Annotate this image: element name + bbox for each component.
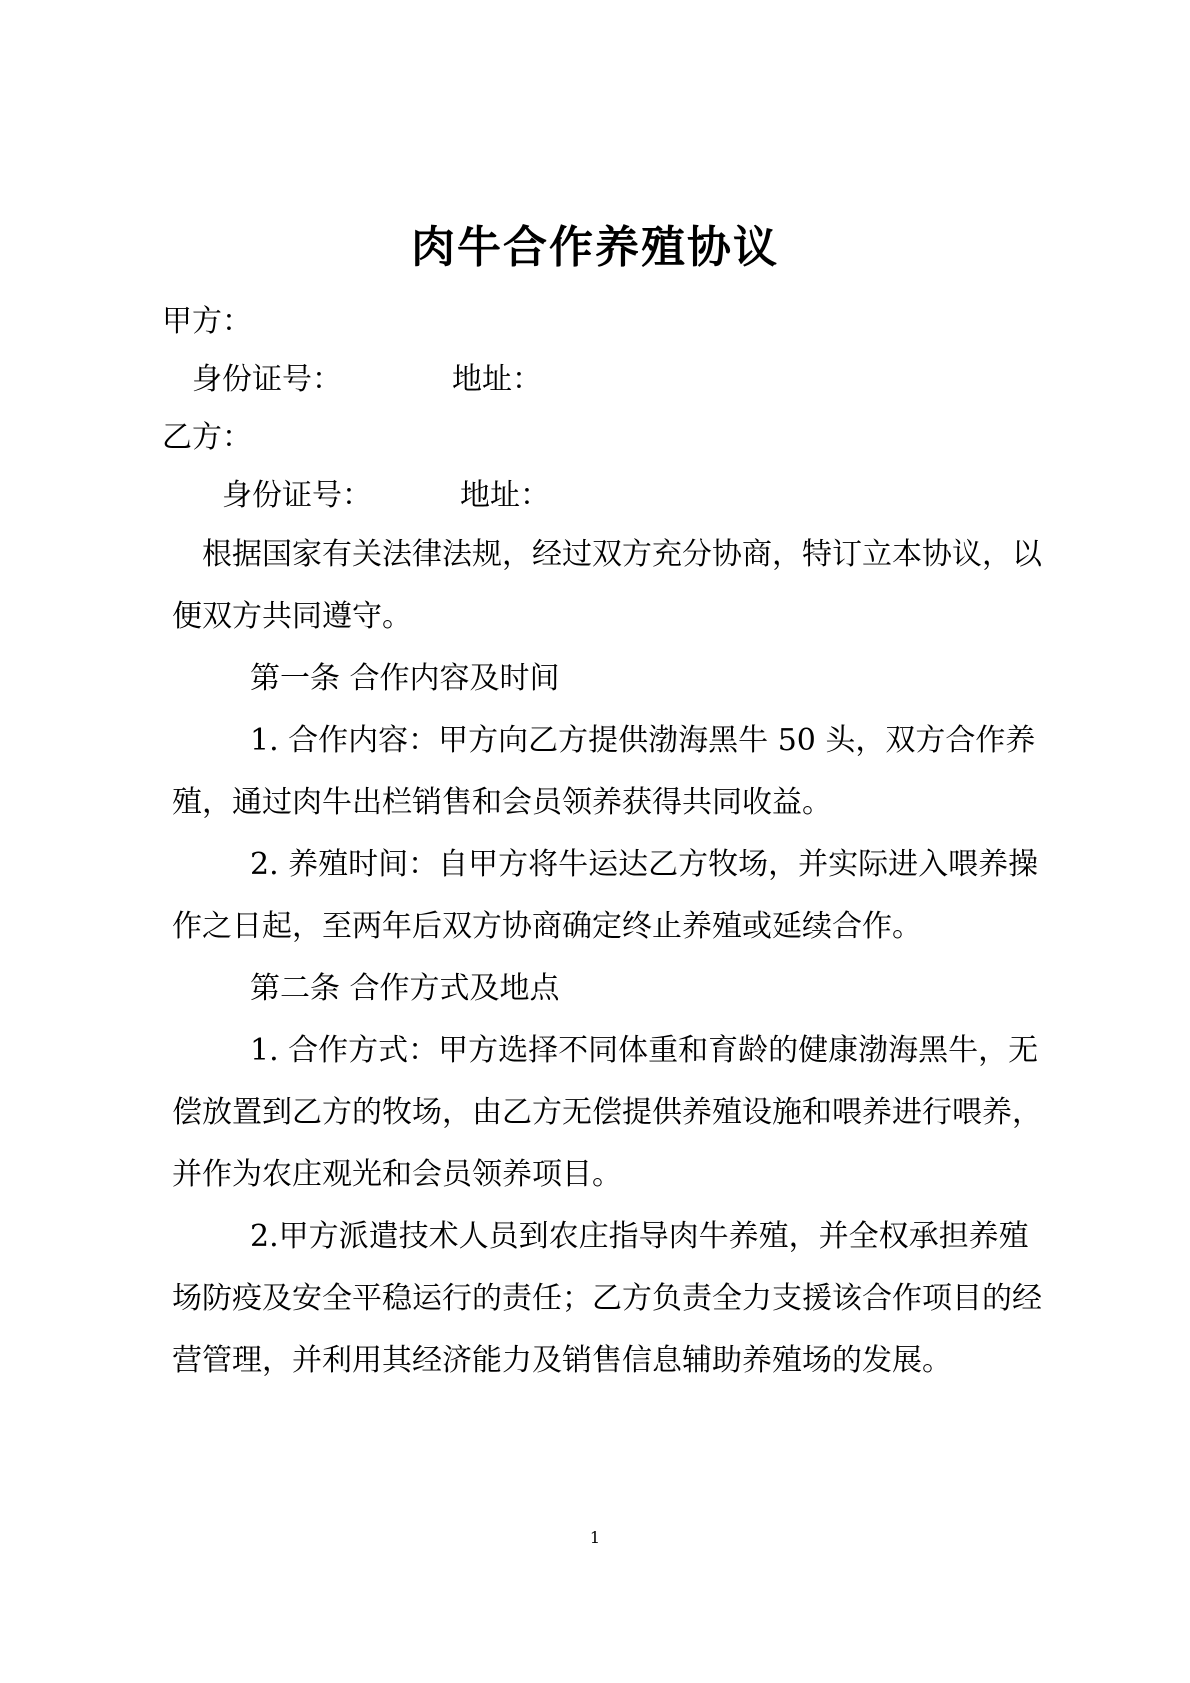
article-2-item-2: 2.甲方派遣技术人员到农庄指导肉牛养殖，并全权承担养殖场防疫及安全平稳运行的责任；乙方负责全力支援该合作项目的经营管理，并利用其经济能力及销售信息辅助养殖场的发展。 xyxy=(172,1219,1042,1378)
article-1-heading: 第一条 合作内容及时间 xyxy=(250,661,560,696)
party-a-label: 甲方： xyxy=(162,304,252,339)
page-number: 1 xyxy=(589,1528,601,1547)
article-1-item-2: 2. 养殖时间：自甲方将牛运达乙方牧场，并实际进入喂养操作之日起，至两年后双方协商确定终止养殖或延续合作。 xyxy=(172,847,1039,944)
document-body xyxy=(172,524,1052,1392)
party-b-address-label: 地址： xyxy=(460,478,550,513)
preamble-paragraph: 根据国家有关法律法规，经过双方充分协商，特订立本协议，以便双方共同遵守。 xyxy=(172,537,1042,634)
article-2-heading: 第二条 合作方式及地点 xyxy=(250,971,560,1006)
party-a-id-label: 身份证号： xyxy=(192,362,342,397)
article-1-item-1: 1. 合作内容：甲方向乙方提供渤海黑牛 50 头，双方合作养殖，通过肉牛出栏销售和会员领养获得共同收益。 xyxy=(172,723,1036,820)
document-title: 肉牛合作养殖协议 xyxy=(411,222,779,273)
article-2-item-1: 1. 合作方式：甲方选择不同体重和育龄的健康渤海黑牛，无偿放置到乙方的牧场，由乙方无偿提供养殖设施和喂养进行喂养，并作为农庄观光和会员领养项目。 xyxy=(172,1033,1042,1192)
party-b-label: 乙方： xyxy=(162,420,252,455)
party-a-address-label: 地址： xyxy=(452,362,542,397)
party-b-id-label: 身份证号： xyxy=(222,478,372,513)
